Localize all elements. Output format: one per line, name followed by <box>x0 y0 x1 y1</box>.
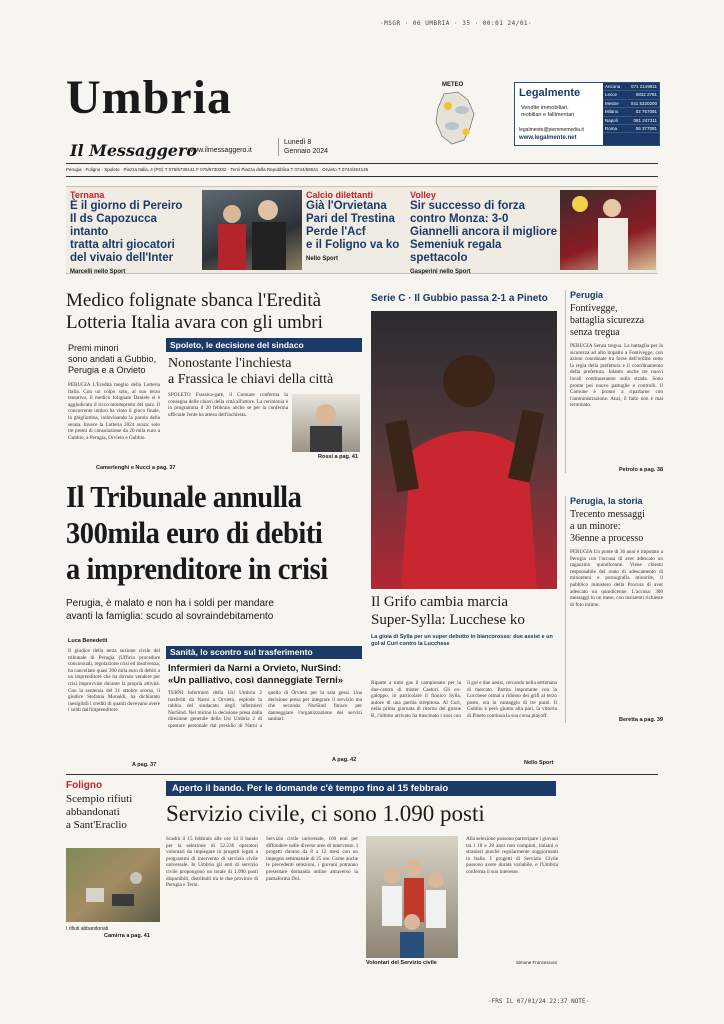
promo-kicker: Volley <box>410 190 436 200</box>
lotteria-signature: Camerlenghi e Nucci a pag. 37 <box>96 465 176 471</box>
servizio-body-1: Scadrà il 15 febbraio alle ore 14 il bando per la selezione di 52.236 operatori volontari da impiegare in progetti legati a programmi di intervento di servizio civile universale. In Umbria gli enti di servizio civile propongono un totale di 1.090 posti disponibili, distribuiti tra le due province di Perugia e Terni. <box>166 836 258 889</box>
promo-signature: Nello Sport <box>306 256 339 262</box>
issue-day: Lunedì 8 <box>284 139 312 146</box>
trash-photo-icon <box>66 848 160 922</box>
foligno-caption: I rifiuti abbandonati <box>66 926 109 932</box>
ad-tagline-2: mobiliari e fallimentari <box>521 112 575 118</box>
fontivegge-signature: Petrolo a pag. 38 <box>618 467 663 473</box>
sanita-body: TERNI Infermieri della Usl Umbria 2 trasferiti da Narni a Orvieto, esplode la rabbia del sindacato degli infermieri NurSind. Nel mirino la decisione presa dalla direzione generale della Usl Umbria 2 di spostare personale dal presidio di Narni a quello di Orvieto per la sala gessi. Una decisione presa per integrare il servizio ma che secondo NurSind finisce per danneggiare l'organizzazione dei servizi sanitari. <box>168 690 362 729</box>
footballer-photo-icon <box>371 311 557 589</box>
servizio-caption: Volontari del Servizio civile <box>366 960 437 966</box>
edition-rule <box>66 176 658 177</box>
foligno-kicker: Foligno <box>66 780 103 791</box>
promo-ternana[interactable] <box>70 190 198 275</box>
trecento-kicker: Perugia, la storia <box>570 496 643 506</box>
servizio-headline[interactable]: Servizio civile, ci sono 1.090 posti <box>166 801 485 826</box>
trecento-article[interactable] <box>565 496 663 723</box>
masthead-title: Umbria <box>66 71 232 124</box>
servizio-bar: Aperto il bando. Per le domande c'è tempo fino al 15 febbraio <box>166 781 556 796</box>
spoleto-headline[interactable]: Nonostante l'inchiesta a Frassica le chiavi della città <box>168 356 334 387</box>
sanita-headline[interactable]: Infermieri da Narni a Orvieto, NurSind: «Un palliativo, così danneggiate Terni» <box>168 663 344 686</box>
promo-title: È il giorno di Pereiro Il ds Capozucca intanto tratta altri giocatori del vivaio dell'Inter <box>70 200 183 264</box>
site-url[interactable]: www.ilmessaggero.it <box>188 147 252 154</box>
ad-tagline-1: Vendite immobiliari, <box>521 105 569 111</box>
ad-phone-row: Roma 06 377081 <box>603 125 659 133</box>
foligno-article[interactable] <box>66 780 160 832</box>
promo-volley[interactable] <box>410 190 558 275</box>
trecento-body: PERUGIA Un ponte di 36 anni è imputato a Perugia con l'accusa di aver adescato un ragazzino quindicenne. Viene chiesto responsabile del reato di adescamento di minorenni e pornografia minorile, il pubblico ministero della Procura di aver adescato un quindicenne. L'accusa: 300 messaggi in un mese, con insistenti richieste di foto intime. <box>570 549 663 608</box>
trecento-headline: Trecento messaggi a un minore: 36enne a processo <box>570 509 645 544</box>
ternana-photo <box>202 190 302 270</box>
promo-kicker: Calcio dilettanti <box>306 190 374 200</box>
issue-month: Gennaio 2024 <box>284 148 328 155</box>
servizio-author: Simone Francesconi <box>516 960 558 965</box>
tribunale-signature: A pag. 37 <box>132 762 157 768</box>
ad-phone-row: Ancona 071 2149811 <box>603 83 659 91</box>
ad-email[interactable]: legalmente@piemmemedia.it <box>519 127 584 133</box>
promo-title: Già l'Orvietana Pari del Trestina Perde l'Acf e il Foligno va ko <box>306 200 400 251</box>
ad-website[interactable]: www.legalmente.net <box>519 135 577 141</box>
tribunale-author: Luca Benedetti <box>68 638 108 644</box>
gubbio-head: Il Gubbio passa 2-1 a Pineto <box>414 293 548 304</box>
cloud-icon <box>445 122 459 130</box>
fontivegge-kicker: Perugia <box>570 290 604 300</box>
sylla-photo <box>371 311 557 589</box>
promo-title: Sir successo di forza contro Monza: 3-0 Giannelli ancora il migliore Semeniuk regala spettacolo <box>410 200 557 264</box>
edition-line: Perugia · Foligno · Spoleto · Piazza Italia, 4 (PG) T 075/5736141 F 075/5730282 · Terni Piazza della Repubblica T 0744/58041 · Orvieto T 0744/404125 <box>66 167 369 172</box>
sanita-signature: A pag. 42 <box>332 757 357 763</box>
promo-signature: Marcelli nello Sport <box>70 269 126 275</box>
bottom-section-rule <box>66 774 658 775</box>
servizio-body-3: Alla selezione possono partecipare i giovani tra i 18 e 28 anni non compiuti, italiani o stranieri purché regolarmente soggiornanti in Italia. I progetti di Servizio Civile possono avere durata variabile, e l'Umbria conferma il suo interesse. <box>466 836 558 875</box>
page-code-top: ·MSGR · 06 UMBRIA · 35 · 00:01 24/01· <box>380 20 533 27</box>
issue-date <box>278 138 328 156</box>
fontivegge-article[interactable] <box>565 290 663 473</box>
ad-phone-list <box>603 83 659 145</box>
foligno-signature: Camirra a pag. 41 <box>104 933 150 939</box>
ad-phone-row: Mestre 041 5320200 <box>603 100 659 108</box>
fontivegge-headline: Fontivegge, battaglia sicurezza senza tregua <box>570 303 645 338</box>
masthead-rule <box>66 163 658 164</box>
brand-logo: Il Messaggero <box>70 141 198 160</box>
volley-player-icon <box>560 190 656 270</box>
lotteria-headline: Medico folignate sbanca l'Eredità Lotteria Italia avara con gli umbri <box>66 290 323 333</box>
cloud-icon <box>455 106 469 114</box>
fontivegge-body: PERUGIA Senza tregua. La battaglia per la sicurezza ad alto impatto a Fontivegge, con azioni coordinate tra forze dell'ordine sotto la regia della prefettura e il coordinamento della prefettura. Intanto anche tre nuovi locali continueranno sulla strada. Sono pronte poi nuove pattuglie e controlli. Il Comune è pronto a riparlarne con l'amministrazione. Anzi, il fatto non è mai terminato. <box>570 343 663 409</box>
ad-brand: Legalmente <box>519 87 581 99</box>
tribunale-body: Il giudice della terza sezione civile del tribunale di Perugia (Ufficio procedure concorsuali, regolazione crisi ed insolvenza, ha cancellato quasi 300 mila euro di debiti a un imprenditore che ha dovuto vendere per crisi improvvise durante la propria attività. Con la sentenza del 31 ottobre scorso, il giudice Stefania Monaldi, ha dichiarato inesigibili i crediti di quanti dovevano avere i soldi dall'imprenditore. <box>68 648 160 714</box>
ad-phone-row: Napoli 081 247311 <box>603 117 659 125</box>
gubbio-kicker-line: Serie C · Il Gubbio passa 2-1 a Pineto <box>371 293 548 304</box>
promo-signature: Gasperini nello Sport <box>410 269 471 275</box>
person-photo-icon <box>292 394 360 452</box>
sun-icon <box>444 102 452 110</box>
lotteria-body: PERUGIA L'Eredità meglio della Lotteria Italia. Con un colpo solo, al suo terzo tentativo, il medico folignate Daniele si è aggiudicato il ricco montepremi del quiz. Il concorrente umbro ha vinto il gioco finale, la ghigliottina, indovinando la parola della serata. Invece la Lotteria 2024 avara: solo tre premi di consolazione da 20 mila euro a Gubbio, a Perugia, Orvieto e Gubbio. <box>68 382 160 441</box>
lotteria-article[interactable] <box>66 290 362 334</box>
meteo-label: METEO <box>442 82 464 88</box>
meteo-map-icon <box>424 88 488 148</box>
lotteria-subhead: Premi minori sono andati a Gubbio, Perugia e a Orvieto <box>68 343 157 375</box>
group-photo-icon <box>366 836 458 958</box>
sun-icon <box>463 129 470 136</box>
ad-tagline <box>521 105 574 119</box>
servizio-body-2: Servizio civile universale, 160 enti per diffondere nelle diverse aree di intervento. I progetti durano da 8 a 12 mesi con un impegno settimanale di 25 ore. Come anche le precedenti selezioni, i giovani potranno presentare domanda online attraverso la piattaforma Dol. <box>266 836 358 882</box>
spoleto-bar: Spoleto, le decisione del sindaco <box>166 338 362 352</box>
sanita-bar: Sanità, lo scontro sul trasferimento <box>166 646 362 659</box>
people-photo-icon <box>202 190 302 270</box>
gubbio-headline[interactable]: Il Grifo cambia marcia Super-Sylla: Lucchese ko <box>371 594 525 628</box>
spoleto-body: SPOLETO Frassica-gate, il Comune conferma la consegna delle chiavi della città all'attore. La cerimonia è in programma il 20 febbraio anche se per la conferma ufficiale l'ente ha atteso dell'inchiesta. <box>168 392 288 418</box>
tribunale-headline[interactable]: Il Tribunale annulla 300mila euro di debiti a imprenditore in crisi <box>66 479 328 586</box>
frassica-photo <box>292 394 360 452</box>
spoleto-signature: Rossi a pag. 41 <box>318 454 359 460</box>
volontari-photo <box>366 836 458 958</box>
rifiuti-photo <box>66 848 160 922</box>
trecento-signature: Beretta a pag. 39 <box>618 717 663 723</box>
gubbio-kicker: Serie C <box>371 293 406 304</box>
promo-kicker: Ternana <box>70 190 105 200</box>
legalmente-ad[interactable] <box>514 82 660 146</box>
volley-photo <box>560 190 656 270</box>
gubbio-caption: La gioia di Sylla per un super debutto in biancorosso: due assist e un gol al Curi contro la Lucchese <box>371 634 553 647</box>
gubbio-signature: Nello Sport <box>524 760 554 766</box>
ad-phone-row: Milano 02 757091 <box>603 108 659 116</box>
gubbio-body: Riparte a tutto gas il campionato per la due-centro di mister Castori. Gli ex-galoppo, in particolare il finnico Sylla, autore di una partita strepitosa. Al Curi, nella prima giornata di ritorno del girone B, l'ultimo arrivato ha trascinato i suoi con il gol e due assist, cercando nella settimana di mercato. Partita importante con la Lucchese ormai a ridosso dei grifi al terzo posto, ora in vantaggio di tre punti. Il Gubbio è però giunto alla pari, la vittoria di Pineto continua la sua corsa playoff. <box>371 680 557 719</box>
foligno-headline: Scempio rifiuti abbandonati a Sant'Eraclio <box>66 793 133 831</box>
tribunale-subhead: Perugia, è malato e non ha i soldi per mandare avanti la famiglia: scudo al sovraindebitamento <box>66 598 274 622</box>
promo-dilettanti[interactable] <box>306 190 410 262</box>
ad-phone-row: Lecce 0832 2781 <box>603 91 659 99</box>
page-code-bottom: ·FRS IL 07/01/24 22:37 NOTE· <box>488 998 590 1005</box>
